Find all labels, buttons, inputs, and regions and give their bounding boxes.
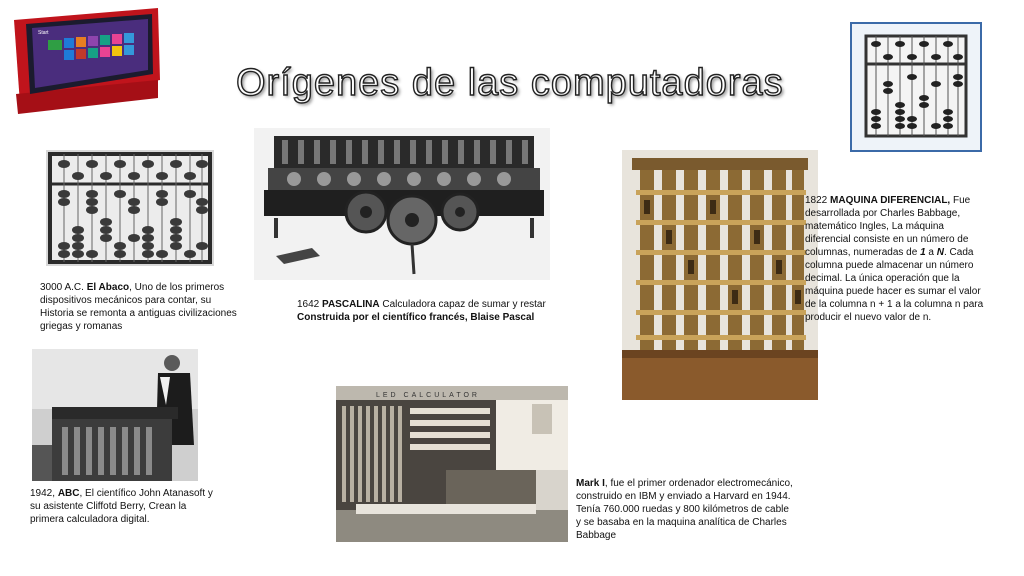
pascalina-caption <box>297 298 547 324</box>
mark-i-image <box>336 386 568 542</box>
mark-i-caption-line2: construido en IBM y enviado a Harvard en 1944. <box>576 491 791 502</box>
pascalina-caption-post: Calculadora capaz de sumar y restar <box>379 299 546 310</box>
abaco-caption-post: , Uno de los primeros dispositivos mecánicos para contar, su Historia se remonta a antiguas civilizaciones griegas y romanas <box>40 282 237 332</box>
abc-caption-bold: ABC <box>57 488 80 499</box>
diferencial-caption-post: . Cada columna puede almacenar un número decimal. La única operación que la máquina puede hacer es sumar el valor de la columna n + 1 a la columna n para producir el nuevo valor de n. <box>805 247 984 323</box>
diferencial-caption-pre: 1822 <box>805 195 831 206</box>
diferencial-caption-n: N <box>936 247 944 258</box>
abc-caption <box>30 487 216 526</box>
page-title: Orígenes de las computadoras <box>236 62 784 104</box>
abaco-caption-bold: El Abaco <box>86 282 130 293</box>
diferencial-caption <box>805 194 991 324</box>
tablet-image <box>8 2 163 117</box>
difference-engine-image <box>622 150 818 400</box>
abaco-caption <box>40 281 240 333</box>
diferencial-caption-mid: Fue desarrollada por Charles Babbage, matemático Ingles, La máquina diferencial consiste en un número de columnas, numeradas de <box>805 195 971 258</box>
mark-i-caption-bold: Mark I <box>576 478 605 489</box>
diferencial-caption-one: 1 <box>920 247 926 258</box>
mark-i-caption <box>576 477 826 542</box>
pascalina-caption-line2 <box>297 311 547 324</box>
abc-computer-image <box>32 349 198 481</box>
abc-caption-pre: 1942, <box>30 488 58 499</box>
pascalina-caption-builder: Construida por el científico francés, Blaise Pascal <box>297 312 535 323</box>
pascalina-caption-line1 <box>297 298 547 311</box>
tablet-start-label: Start <box>38 30 49 36</box>
pascalina-image <box>254 128 550 280</box>
mark-i-caption-line3: Tenía 760.000 ruedas y 800 kilómetros de cable <box>576 504 789 515</box>
diferencial-caption-bold: MAQUINA DIFERENCIAL, <box>830 195 951 206</box>
diferencial-caption-a: a <box>925 247 937 258</box>
mark-i-caption-line4: y se basaba en la maquina analítica de Charles Babbage <box>576 517 787 541</box>
abaco-caption-pre: 3000 A.C. <box>40 282 87 293</box>
abacus-image <box>46 150 214 266</box>
pascalina-caption-pre: 1642 <box>297 299 323 310</box>
mark-i-caption-rest: , fue el primer ordenador electromecánico, <box>604 478 793 489</box>
mark-panel-label: LED CALCULATOR <box>376 392 480 399</box>
mark-i-caption-line1 <box>576 477 826 490</box>
abc-caption-post: , El científico John Atanasoft y su asistente Cliffotd Berry, Crean la primera calculadora digital. <box>30 488 213 525</box>
abacus-image-small <box>850 22 982 152</box>
pascalina-caption-bold: PASCALINA <box>322 299 380 310</box>
